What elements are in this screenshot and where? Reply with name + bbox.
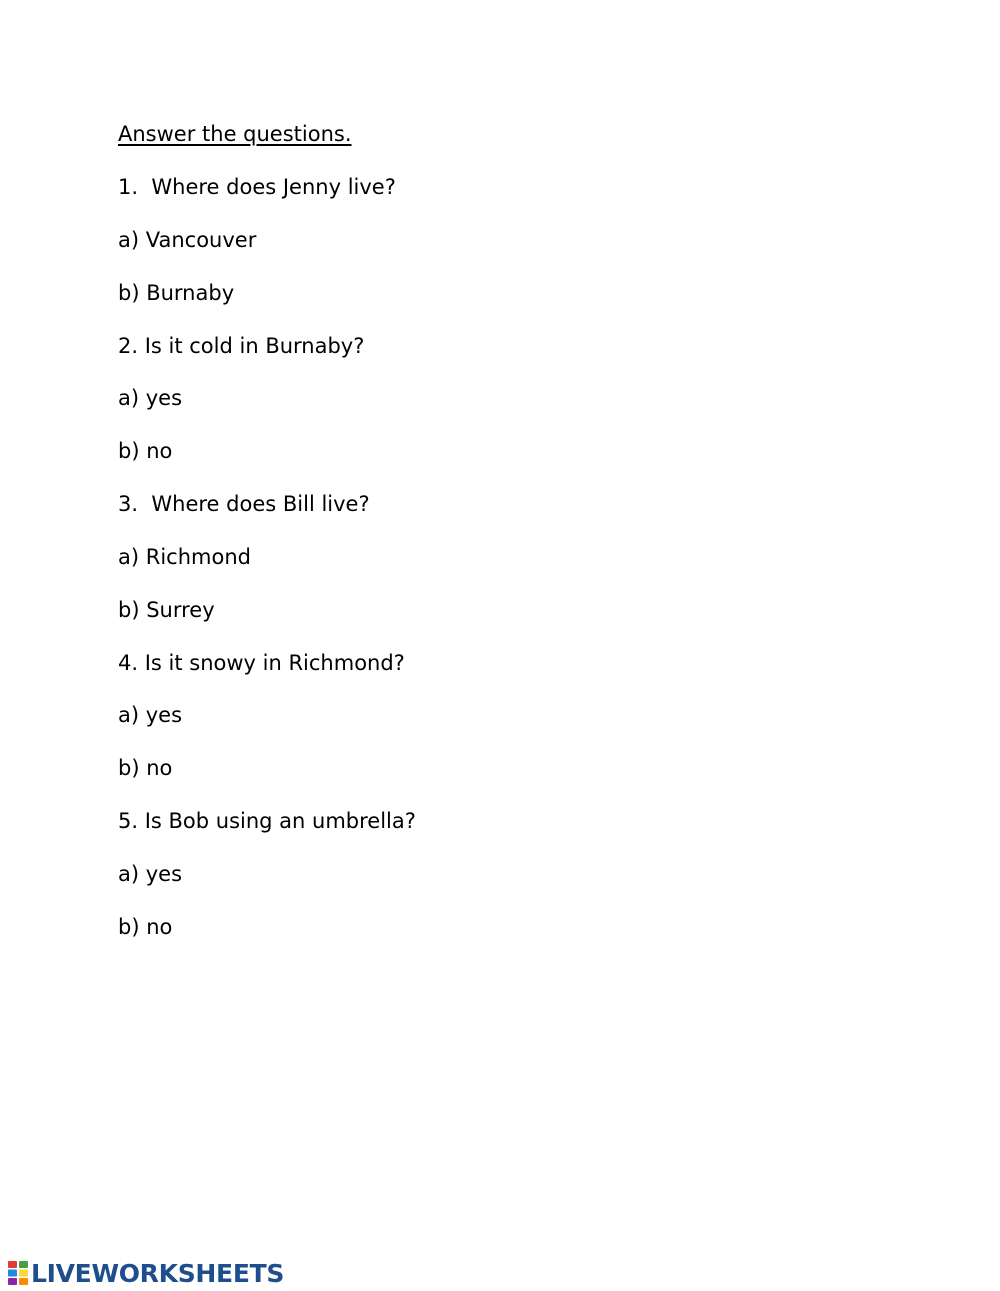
worksheet bbox=[118, 118, 878, 964]
question-3-option-a: a) Richmond bbox=[118, 544, 251, 569]
question-2-option-b: b) no bbox=[118, 439, 173, 464]
question-4-option-a: a) yes bbox=[118, 703, 183, 728]
worksheet-heading: Answer the questions. bbox=[118, 122, 352, 146]
question-5: 5. Is Bob using an umbrella? bbox=[118, 809, 416, 834]
question-2: 2. Is it cold in Burnaby? bbox=[118, 333, 365, 358]
question-3-option-b: b) Surrey bbox=[118, 597, 215, 622]
liveworksheets-logo-icon bbox=[8, 1261, 28, 1285]
liveworksheets-brand bbox=[8, 1258, 284, 1288]
question-4-option-b: b) no bbox=[118, 756, 173, 781]
liveworksheets-wordmark: LIVEWORKSHEETS bbox=[31, 1258, 285, 1288]
question-1: 1. Where does Jenny live? bbox=[118, 175, 396, 199]
question-1-option-b: b) Burnaby bbox=[118, 280, 235, 305]
question-5-option-b: b) no bbox=[118, 914, 173, 939]
question-4: 4. Is it snowy in Richmond? bbox=[118, 650, 405, 675]
question-3: 3. Where does Bill live? bbox=[118, 492, 370, 517]
question-5-option-a: a) yes bbox=[118, 861, 183, 886]
question-2-option-a: a) yes bbox=[118, 386, 183, 411]
question-1-option-a: a) Vancouver bbox=[118, 227, 257, 252]
